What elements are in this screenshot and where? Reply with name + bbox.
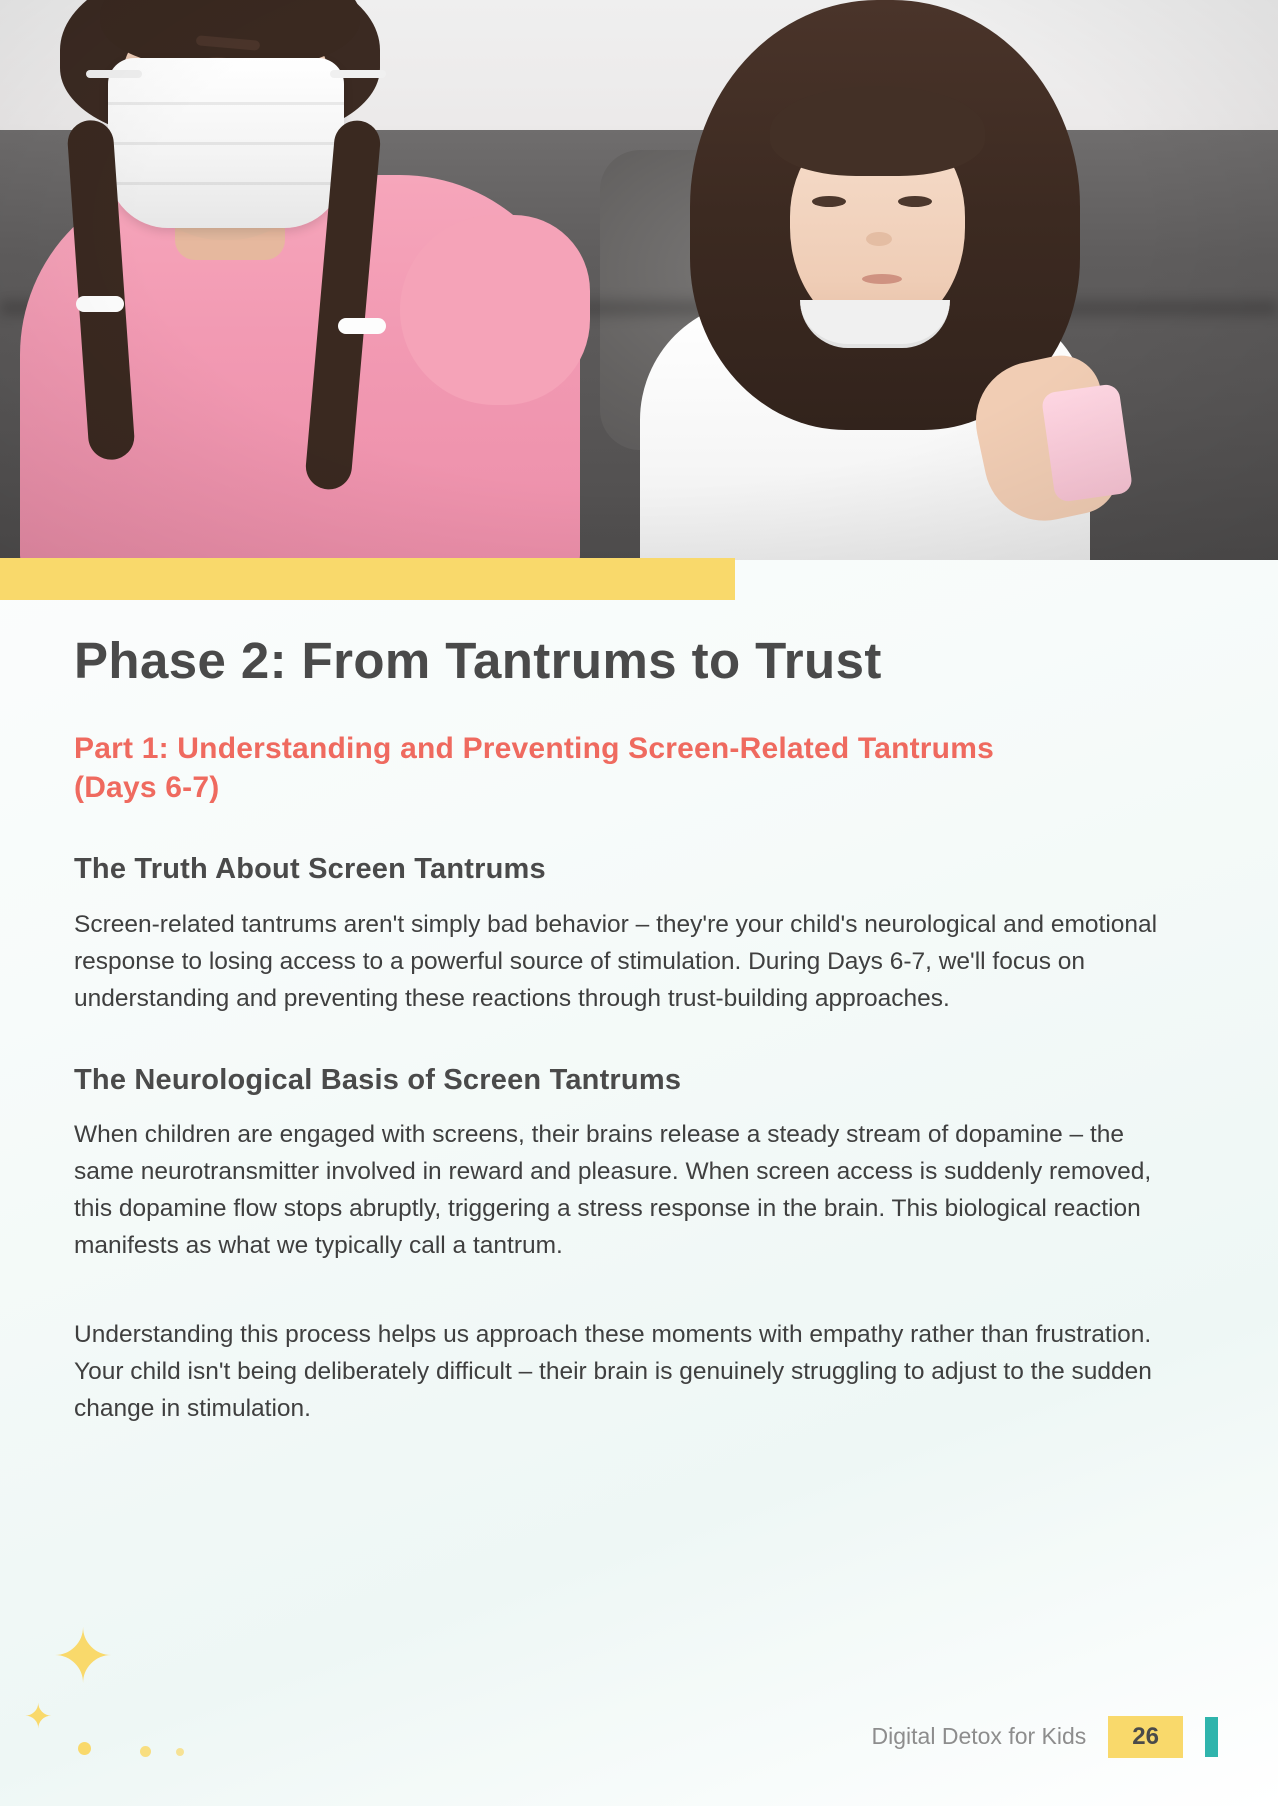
page-footer	[872, 1716, 1218, 1758]
page-number-badge: 26	[1108, 1716, 1183, 1758]
sparkle-icon: ✦	[52, 1615, 115, 1698]
decorative-dot	[140, 1746, 151, 1757]
page-subtitle: Part 1: Understanding and Preventing Screen-Related Tantrums (Days 6-7)	[74, 732, 994, 805]
yellow-accent-bar	[0, 558, 735, 600]
decorative-dot	[176, 1748, 184, 1756]
hero-photo	[0, 0, 1278, 560]
section-heading-2: The Neurological Basis of Screen Tantrums	[74, 1063, 682, 1096]
section-2-paragraph-2: Understanding this process helps us approach these moments with empathy rather than frustration. Your child isn't being deliberately difficult – their brain is genuinely struggling to adjust to the sudden change in stimulation.	[74, 1321, 1152, 1423]
content-area	[74, 632, 1184, 1428]
footer-book-title: Digital Detox for Kids	[871, 1723, 1087, 1750]
decorative-dot	[78, 1742, 91, 1755]
photo-vignette	[0, 0, 1278, 560]
footer-teal-tick	[1205, 1717, 1218, 1757]
page-title: Phase 2: From Tantrums to Trust	[74, 632, 882, 689]
section-1-paragraph-1: Screen-related tantrums aren't simply bad behavior – they're your child's neurological and emotional response to losing access to a powerful source of stimulation. During Days 6-7, we'll focus on understanding and preventing these reactions through trust-building approaches.	[74, 910, 1158, 1012]
section-2-paragraph-1: When children are engaged with screens, their brains release a steady stream of dopamine – the same neurotransmitter involved in reward and pleasure. When screen access is suddenly removed, this dopamine flow stops abruptly, triggering a stress response in the brain. This biological reaction manifests as what we typically call a tantrum.	[74, 1121, 1152, 1260]
section-heading-1: The Truth About Screen Tantrums	[74, 853, 546, 886]
sparkle-small-icon: ✦	[24, 1698, 53, 1736]
